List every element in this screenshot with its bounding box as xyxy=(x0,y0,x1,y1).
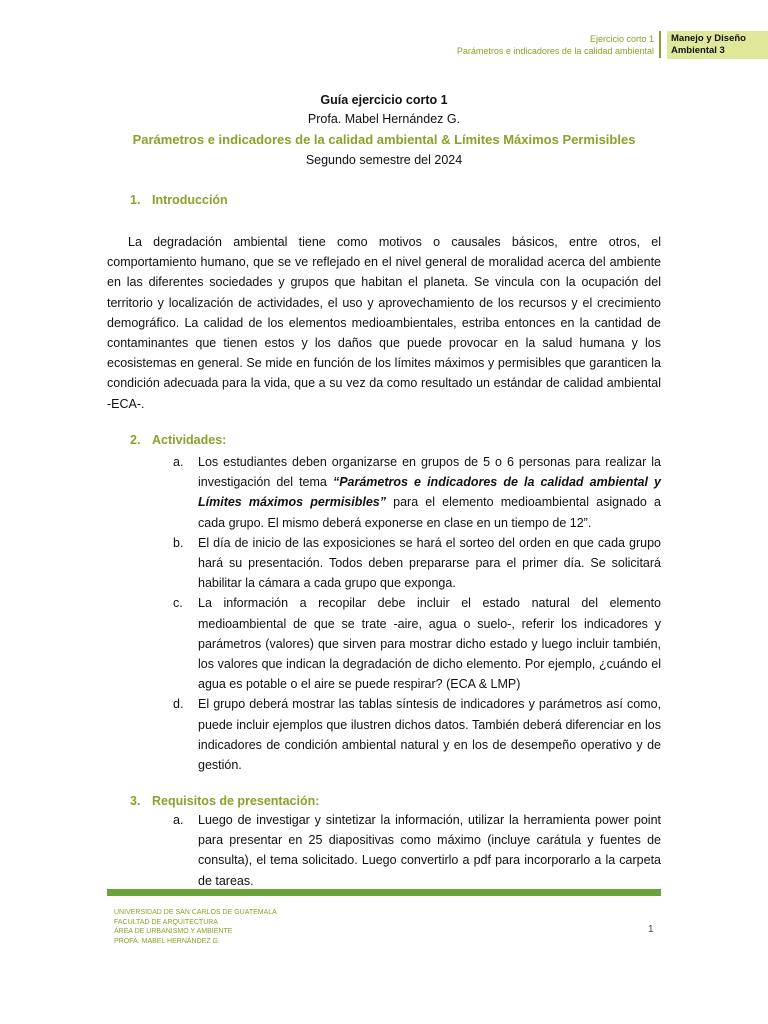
section-heading-requisitos xyxy=(130,794,319,808)
section-number: 3. xyxy=(130,794,141,808)
section-number: 2. xyxy=(130,433,141,447)
footer-divider-bar xyxy=(107,889,661,896)
page-header-text xyxy=(457,33,654,57)
list-item xyxy=(173,533,661,594)
intro-text: La degradación ambiental tiene como motivos o causales básicos, entre otros, el comportamiento humano, que se ve reflejado en el nivel general de moralidad acerca del ambiente en las diferentes sociedades y grupos que habitan el planeta. Se vincula con la ocupación del territorio y localización de actividades, el uso y aprovechamiento de los recursos y el crecimiento demográfico. La calidad de los elementos medioambientales, estriba entonces en la cantidad de contaminantes que tienen estos y los daños que puede provocar en la salud humana y los ecosistemas en general. Se mide en función de los límites máximos y permisibles que garanticen la condición adecuada para la vida, que a su vez da como resultado un estándar de calidad ambiental -ECA-. xyxy=(107,235,661,411)
footer-line: UNIVERSIDAD DE SAN CARLOS DE GUATEMALA xyxy=(114,909,277,916)
intro-paragraph xyxy=(107,232,661,414)
header-course-box xyxy=(667,31,768,59)
list-text: para el elemento medioambiental asignado a cada grupo. El mismo deberá exponerse en clase en un tiempo de 12”. xyxy=(198,495,661,530)
list-text: Luego de investigar y sintetizar la información, utilizar la herramienta power point para presentar en 25 diapositivas como máximo (incluye carátula y fuentes de consulta), el tema solicitado. Luego convertirlo a pdf para incorporarlo a la carpeta de tareas. xyxy=(198,813,661,888)
list-item xyxy=(173,694,661,775)
page-number: 1 xyxy=(648,924,654,935)
list-item xyxy=(173,810,661,891)
document-semester: Segundo semestre del 2024 xyxy=(305,153,463,167)
header-divider xyxy=(659,31,661,58)
document-title: Guía ejercicio corto 1 xyxy=(320,93,448,107)
section-heading-introduccion xyxy=(130,193,228,207)
activities-list xyxy=(173,452,661,775)
footer-line: ÁREA DE URBANISMO Y AMBIENTE xyxy=(114,928,233,935)
section-title: Requisitos de presentación: xyxy=(152,794,320,808)
list-text: El día de inicio de las exposiciones se hará el sorteo del orden en que cada grupo hará su presentación. Todos deben prepararse para el primer día. Se solicitará habilitar la cámara a cada grupo que exponga. xyxy=(198,535,661,591)
list-text: El grupo deberá mostrar las tablas síntesis de indicadores y parámetros así como, puede incluir ejemplos que ilustren dichos datos. También deberá diferenciar en los indicadores de condición ambiental natural y en los de desempeño operativo y de gestión. xyxy=(198,697,661,773)
list-item xyxy=(173,452,661,533)
header-line-1: Ejercicio corto 1 xyxy=(589,34,654,44)
list-marker: a. xyxy=(173,455,184,469)
list-marker: b. xyxy=(173,535,184,550)
list-emphasis: “Parámetros e indicadores de la calidad ambiental y Límites máximos permisibles” xyxy=(198,475,661,510)
section-number: 1. xyxy=(130,193,141,207)
section-title: Introducción xyxy=(152,193,228,207)
list-marker: d. xyxy=(173,697,184,712)
header-box-line-1: Manejo y Diseño xyxy=(671,33,746,44)
header-box-line-2: Ambiental 3 xyxy=(671,45,725,56)
list-text: Los estudiantes deben organizarse en grupos de 5 o 6 personas para realizar la investigación del tema xyxy=(198,455,661,490)
list-item xyxy=(173,593,661,694)
header-line-2: Parámetros e indicadores de la calidad ambiental xyxy=(456,46,654,56)
document-subtitle: Parámetros e indicadores de la calidad ambiental & Límites Máximos Permisibles xyxy=(132,132,636,147)
list-text: La información a recopilar debe incluir el estado natural del elemento medioambiental de que se trate -aire, agua o suelo-, referir los indicadores y parámetros (valores) que sirven para mostrar dicho estado y luego incluir también, los valores que indican la degradación de dicho elemento. Por ejemplo, ¿cuándo el agua es potable o el aire se puede respirar? (ECA & LMP) xyxy=(198,596,661,692)
section-title: Actividades: xyxy=(152,433,227,447)
list-marker: a. xyxy=(173,813,184,827)
list-marker: c. xyxy=(173,596,183,611)
document-author: Profa. Mabel Hernández G. xyxy=(307,112,461,126)
footer-line: FACULTAD DE ARQUITECTURA xyxy=(114,918,218,926)
requirements-list xyxy=(173,810,661,891)
section-heading-actividades xyxy=(130,433,226,447)
footer-line: PROFA. MABEL HERNÁNDEZ G. xyxy=(114,937,220,945)
footer-institution xyxy=(114,908,277,946)
document-title-block xyxy=(0,91,768,171)
